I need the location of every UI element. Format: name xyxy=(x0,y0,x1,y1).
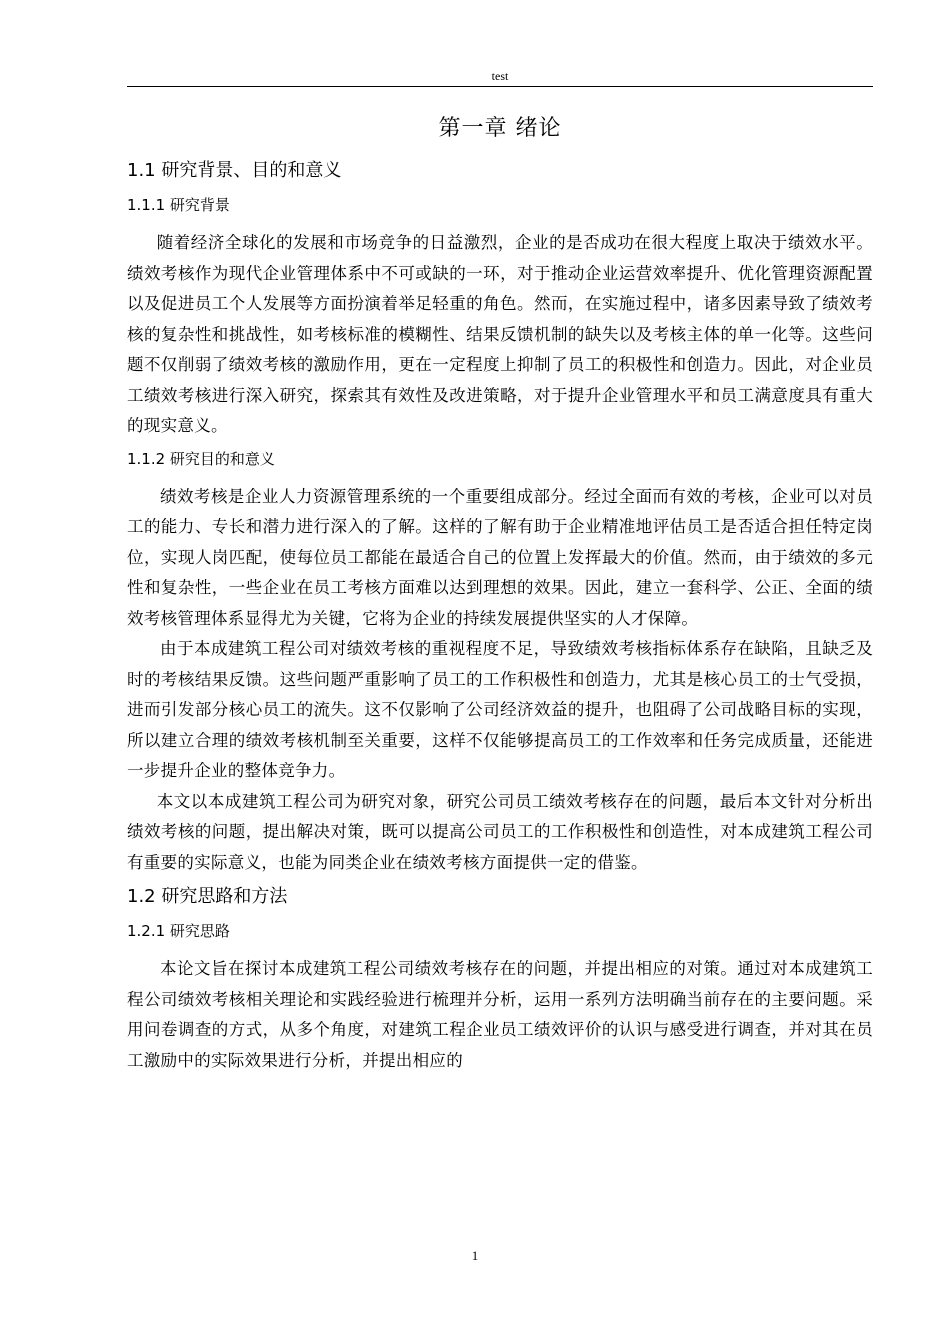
subsection-heading-1-1-1: 1.1.1 研究背景 xyxy=(127,196,230,214)
page-content xyxy=(127,112,873,1076)
subsection-heading-1-2-1: 1.2.1 研究思路 xyxy=(127,922,230,940)
section-heading-1-1: 1.1 研究背景、目的和意义 xyxy=(127,160,342,181)
paragraph-purpose-1: 绩效考核是企业人力资源管理系统的一个重要组成部分。经过全面而有效的考核，企业可以对员工的能力、专长和潜力进行深入的了解。这样的了解有助于企业精准地评估员工是否适合担任特定岗位，实现人岗匹配，使每位员工都能在最适合自己的位置上发挥最大的价值。然而，由于绩效的多元性和复杂性，一些企业在员工考核方面难以达到理想的效果。因此，建立一套科学、公正、全面的绩效考核管理体系显得尤为关键，它将为企业的持续发展提供坚实的人才保障。 xyxy=(127,486,873,628)
header-rule xyxy=(127,86,873,87)
paragraph-background: 随着经济全球化的发展和市场竞争的日益激烈，企业的是否成功在很大程度上取决于绩效水平。绩效考核作为现代企业管理体系中不可或缺的一环，对于推动企业运营效率提升、优化管理资源配置以及促进员工个人发展等方面扮演着举足轻重的角色。然而，在实施过程中，诸多因素导致了绩效考核的复杂性和挑战性，如考核标准的模糊性、结果反馈机制的缺失以及考核主体的单一化等。这些问题不仅削弱了绩效考核的激励作用，更在一定程度上抑制了员工的积极性和创造力。因此，对企业员工绩效考核进行深入研究，探索其有效性及改进策略，对于提升企业管理水平和员工满意度具有重大的现实意义。 xyxy=(127,233,873,435)
section-heading-1-2: 1.2 研究思路和方法 xyxy=(127,886,288,907)
page-number: 1 xyxy=(471,1248,479,1263)
subsection-heading-1-1-2: 1.1.2 研究目的和意义 xyxy=(127,449,275,468)
chapter-title: 第一章 绪论 xyxy=(438,116,562,141)
paragraph-approach: 本论文旨在探讨本成建筑工程公司绩效考核存在的问题，并提出相应的对策。通过对本成建筑工程公司绩效考核相关理论和实践经验进行梳理并分析，运用一系列方法明确当前存在的主要问题。采用问卷调查的方式，从多个角度，对建筑工程企业员工绩效评价的认识与感受进行调查，并对其在员工激励中的实际效果进行分析，并提出相应的 xyxy=(127,959,873,1070)
paragraph-purpose-2: 由于本成建筑工程公司对绩效考核的重视程度不足，导致绩效考核指标体系存在缺陷，且缺乏及时的考核结果反馈。这些问题严重影响了员工的工作积极性和创造力，尤其是核心员工的士气受损，进而引发部分核心员工的流失。这不仅影响了公司经济效益的提升，也阻碍了公司战略目标的实现，所以建立合理的绩效考核机制至关重要，这样不仅能够提高员工的工作效率和任务完成质量，还能进一步提升企业的整体竞争力。 xyxy=(127,639,873,780)
paragraph-purpose-3: 本文以本成建筑工程公司为研究对象，研究公司员工绩效考核存在的问题，最后本文针对分析出绩效考核的问题，提出解决对策，既可以提高公司员工的工作积极性和创造性，对本成建筑工程公司有重要的实际意义，也能为同类企业在绩效考核方面提供一定的借鉴。 xyxy=(127,791,873,872)
page-header: test xyxy=(491,69,509,83)
